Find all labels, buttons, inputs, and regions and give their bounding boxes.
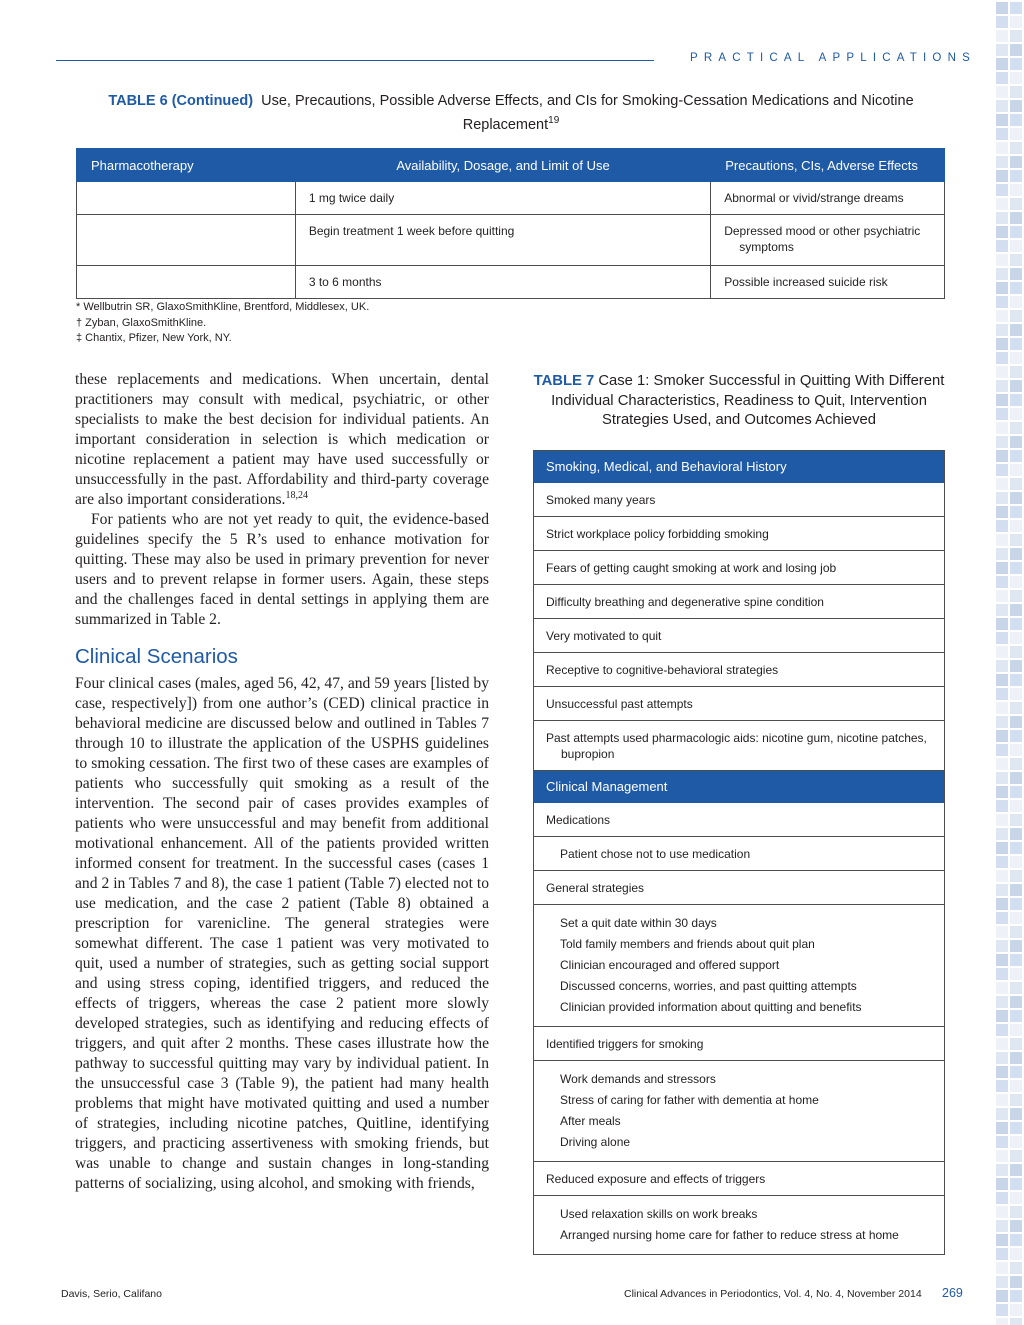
decorative-square: [996, 562, 1008, 574]
table-row: Unsuccessful past attempts: [534, 687, 944, 721]
decorative-square: [996, 478, 1008, 490]
table7-section-history: Smoking, Medical, and Behavioral History: [534, 451, 944, 483]
table6-label: TABLE 6 (Continued): [108, 93, 254, 109]
decorative-square: [996, 730, 1008, 742]
decorative-square: [996, 226, 1008, 238]
decorative-square: [996, 940, 1008, 952]
decorative-square: [996, 1248, 1008, 1260]
table-cell: Possible increased suicide risk: [711, 266, 945, 299]
decorative-square: [1010, 702, 1022, 714]
decorative-square: [996, 870, 1008, 882]
decorative-square: [996, 674, 1008, 686]
decorative-square: [1010, 464, 1022, 476]
decorative-square: [996, 1178, 1008, 1190]
decorative-square: [996, 100, 1008, 112]
decorative-square: [1010, 1066, 1022, 1078]
decorative-square: [1010, 1178, 1022, 1190]
decorative-square: [1010, 758, 1022, 770]
table-row: Medications: [534, 803, 944, 837]
decorative-square: [1010, 632, 1022, 644]
decorative-square: [996, 856, 1008, 868]
decorative-square: [1010, 1276, 1022, 1288]
decorative-square: [1010, 16, 1022, 28]
decorative-square: [1010, 968, 1022, 980]
table-cell: Begin treatment 1 week before quitting: [295, 215, 710, 266]
decorative-square: [996, 1164, 1008, 1176]
list-item: Work demands and stressors: [560, 1072, 716, 1086]
decorative-square: [1010, 380, 1022, 392]
decorative-square: [1010, 604, 1022, 616]
decorative-square: [996, 1262, 1008, 1274]
decorative-square: [996, 72, 1008, 84]
decorative-square: [996, 184, 1008, 196]
decorative-square: [996, 1052, 1008, 1064]
decorative-square: [1010, 856, 1022, 868]
list-item: Arranged nursing home care for father to reduce stress at home: [560, 1228, 899, 1242]
table6-ref: 19: [548, 115, 560, 126]
decorative-square: [996, 324, 1008, 336]
decorative-square: [1010, 436, 1022, 448]
table-cell: 1 mg twice daily: [295, 182, 710, 215]
decorative-square: [1010, 1290, 1022, 1302]
decorative-square: [1010, 716, 1022, 728]
decorative-square: [1010, 506, 1022, 518]
table7-general-items: [534, 905, 944, 1027]
decorative-square: [996, 1122, 1008, 1134]
decorative-square: [1010, 576, 1022, 588]
decorative-square: [1010, 1024, 1022, 1036]
table-row: Difficulty breathing and degenerative spine condition: [534, 585, 944, 619]
decorative-square: [1010, 1318, 1022, 1325]
decorative-square: [996, 604, 1008, 616]
list-item: Used relaxation skills on work breaks: [560, 1207, 758, 1221]
list-item: Set a quit date within 30 days: [560, 916, 717, 930]
decorative-square: [1010, 730, 1022, 742]
decorative-square: [996, 618, 1008, 630]
footnote: ‡ Chantix, Pfizer, New York, NY.: [76, 332, 232, 344]
decorative-square: [996, 268, 1008, 280]
footer-journal: Clinical Advances in Periodontics, Vol. 4, No. 4, November 2014: [624, 1288, 922, 1300]
table7-reduced-items: [534, 1196, 944, 1255]
decorative-square: [996, 492, 1008, 504]
section-label: PRACTICAL APPLICATIONS: [690, 52, 976, 64]
decorative-square: [1010, 44, 1022, 56]
table-row: Very motivated to quit: [534, 619, 944, 653]
decorative-square: [996, 884, 1008, 896]
decorative-square: [1010, 954, 1022, 966]
decorative-square: [1010, 800, 1022, 812]
decorative-square: [996, 576, 1008, 588]
decorative-square: [1010, 1136, 1022, 1148]
decorative-square: [1010, 646, 1022, 658]
decorative-square: [996, 142, 1008, 154]
decorative-square: [1010, 548, 1022, 560]
decorative-square: [996, 2, 1008, 14]
decorative-square: [1010, 1304, 1022, 1316]
paragraph-text: these replacements and medications. When uncertain, dental practitioners may consult with medical, psychiatric, or other specialists to make the best decision for individual patients. An important consideration in selection is which medication or nicotine replacement a patient may have used successfully or unsuccessfully in the past. Affordability and third-party coverage are also important considerations.: [75, 371, 489, 508]
decorative-square: [1010, 744, 1022, 756]
decorative-square: [996, 660, 1008, 672]
decorative-square: [996, 1304, 1008, 1316]
decorative-square: [1010, 2, 1022, 14]
decorative-square: [996, 758, 1008, 770]
decorative-square: [1010, 72, 1022, 84]
decorative-square: [996, 338, 1008, 350]
decorative-square: [996, 352, 1008, 364]
decorative-square: [996, 1276, 1008, 1288]
table-row: General strategies: [534, 871, 944, 905]
decorative-square: [1010, 996, 1022, 1008]
table7-label: TABLE 7: [533, 373, 595, 389]
decorative-square: [1010, 184, 1022, 196]
decorative-square: [996, 310, 1008, 322]
decorative-square: [996, 814, 1008, 826]
decorative-square: [996, 800, 1008, 812]
decorative-square: [1010, 562, 1022, 574]
decorative-square: [1010, 1164, 1022, 1176]
decorative-square: [1010, 660, 1022, 672]
citation: 18,24: [285, 489, 308, 501]
decorative-square: [1010, 1262, 1022, 1274]
decorative-square: [996, 842, 1008, 854]
page-number: 269: [942, 1286, 963, 1300]
decorative-square: [1010, 366, 1022, 378]
decorative-square: [1010, 940, 1022, 952]
table-cell: [77, 182, 296, 215]
decorative-square: [1010, 156, 1022, 168]
decorative-square: [1010, 590, 1022, 602]
decorative-square: [1010, 310, 1022, 322]
decorative-square: [996, 408, 1008, 420]
decorative-square: [996, 982, 1008, 994]
decorative-square: [996, 548, 1008, 560]
table6: [76, 148, 945, 299]
decorative-square: [996, 954, 1008, 966]
list-item: Driving alone: [560, 1135, 631, 1149]
decorative-square: [996, 170, 1008, 182]
footnote: * Wellbutrin SR, GlaxoSmithKline, Brentford, Middlesex, UK.: [76, 301, 370, 313]
decorative-square: [996, 282, 1008, 294]
decorative-square: [996, 1010, 1008, 1022]
decorative-square: [1010, 814, 1022, 826]
section-heading: Clinical Scenarios: [75, 645, 238, 668]
decorative-square: [996, 1108, 1008, 1120]
decorative-square: [1010, 408, 1022, 420]
decorative-square: [996, 828, 1008, 840]
decorative-square: [996, 702, 1008, 714]
list-item: Stress of caring for father with dementia at home: [560, 1093, 819, 1107]
table-row: Identified triggers for smoking: [534, 1027, 944, 1061]
decorative-square: [1010, 296, 1022, 308]
decorative-square: [1010, 324, 1022, 336]
decorative-square: [996, 422, 1008, 434]
table-row: Fears of getting caught smoking at work and losing job: [534, 551, 944, 585]
decorative-square: [996, 198, 1008, 210]
decorative-square: [996, 128, 1008, 140]
decorative-square: [1010, 86, 1022, 98]
decorative-square: [996, 1220, 1008, 1232]
list-item: Clinician encouraged and offered support: [560, 958, 780, 972]
decorative-square: [996, 380, 1008, 392]
decorative-square: [1010, 394, 1022, 406]
decorative-square: [996, 1066, 1008, 1078]
table-cell: Depressed mood or other psychiatric symptoms: [711, 215, 945, 266]
decorative-square: [1010, 492, 1022, 504]
table7: [533, 450, 945, 1255]
list-item: Told family members and friends about quit plan: [560, 937, 815, 951]
header-rule: [56, 60, 654, 61]
table6-title: Use, Precautions, Possible Adverse Effects, and CIs for Smoking-Cessation Medications and Nicotine Replacement: [261, 93, 914, 133]
decorative-square: [996, 968, 1008, 980]
list-item: Discussed concerns, worries, and past quitting attempts: [560, 979, 857, 993]
decorative-square: [996, 506, 1008, 518]
table6-caption: [76, 92, 946, 135]
paragraph: Four clinical cases (males, aged 56, 42, 47, and 59 years [listed by case, respectively]) from one author’s (CED) clinical practice in behavioral medicine are discussed below and outlined in Tables 7 through 10 to illustrate the application of the USPHS guidelines to smoking cessation. The first two of these cases are examples of patients who successfully quit smoking as a result of the intervention. The second pair of cases provides examples of patients who were unsuccessful and may benefit from additional motivational enhancement. All of the patients provided written informed consent for treatment. In the successful cases (cases 1 and 2 in Tables 7 and 8), the case 1 patient (Table 7) elected not to use medication, and the case 2 patient (Table 8) obtained a prescription for varenicline. The general strategies were somewhat different. The case 1 patient was very motivated to quit, used a number of strategies, such as getting social support and using stress coping, identified triggers, and reduced the effects of triggers, whereas the case 2 patient more slowly developed strategies, such as identifying and reducing effects of triggers, and quit after 2 months. These cases illustrate how the pathway to successful quitting may vary by individual patient. In the unsuccessful case 3 (Table 9), the patient had many health problems that might have motivated quitting and used a number of strategies, including nicotine patches, Quitline, identifying triggers, and practicing assertiveness with smoking friends, but was unable to change and sustain changes in long-standing patterns of socializing, using alcohol, and smoking with friends,: [75, 675, 489, 1192]
decorative-square: [996, 30, 1008, 42]
decorative-square: [1010, 478, 1022, 490]
decorative-square: [996, 86, 1008, 98]
table6-footnotes: [76, 300, 369, 347]
decorative-square: [1010, 128, 1022, 140]
decorative-square: [1010, 1122, 1022, 1134]
decorative-square: [1010, 1108, 1022, 1120]
decorative-square: [1010, 842, 1022, 854]
decorative-square: [996, 1150, 1008, 1162]
decorative-square: [996, 436, 1008, 448]
decorative-square: [996, 520, 1008, 532]
table-row: [77, 182, 945, 215]
table-row: Past attempts used pharmacologic aids: nicotine gum, nicotine patches, bupropion: [534, 721, 944, 771]
table-cell: 3 to 6 months: [295, 266, 710, 299]
decorative-square: [996, 394, 1008, 406]
decorative-square: [1010, 618, 1022, 630]
decorative-square: [996, 1136, 1008, 1148]
decorative-square: [1010, 268, 1022, 280]
table-row: Reduced exposure and effects of triggers: [534, 1162, 944, 1196]
table-row: Smoked many years: [534, 483, 944, 517]
decorative-square: [996, 1290, 1008, 1302]
table6-header-pharmacotherapy: Pharmacotherapy: [77, 149, 296, 182]
decorative-square: [996, 590, 1008, 602]
decorative-square: [996, 44, 1008, 56]
decorative-square: [996, 632, 1008, 644]
table7-caption: [533, 372, 945, 431]
decorative-square: [996, 786, 1008, 798]
decorative-grid: [996, 0, 1024, 1325]
decorative-square: [996, 1318, 1008, 1325]
decorative-square: [996, 744, 1008, 756]
table-cell: [77, 215, 296, 266]
table6-header-precautions: Precautions, CIs, Adverse Effects: [711, 149, 945, 182]
table7-title: Case 1: Smoker Successful in Quitting With Different Individual Characteristics, Readiness to Quit, Intervention Strategies Used, and Outcomes Achieved: [551, 373, 945, 428]
decorative-square: [1010, 338, 1022, 350]
decorative-square: [1010, 926, 1022, 938]
decorative-square: [1010, 1248, 1022, 1260]
decorative-square: [1010, 688, 1022, 700]
decorative-square: [1010, 1094, 1022, 1106]
table-row: Receptive to cognitive-behavioral strategies: [534, 653, 944, 687]
decorative-square: [1010, 1080, 1022, 1092]
decorative-square: [996, 450, 1008, 462]
decorative-square: [996, 926, 1008, 938]
decorative-square: [1010, 982, 1022, 994]
decorative-square: [996, 58, 1008, 70]
footnote: † Zyban, GlaxoSmithKline.: [76, 316, 207, 329]
decorative-square: [996, 1234, 1008, 1246]
decorative-square: [996, 1192, 1008, 1204]
decorative-square: [996, 912, 1008, 924]
decorative-square: [1010, 198, 1022, 210]
decorative-square: [1010, 520, 1022, 532]
decorative-square: [1010, 170, 1022, 182]
decorative-square: [1010, 212, 1022, 224]
decorative-square: [1010, 828, 1022, 840]
decorative-square: [996, 688, 1008, 700]
decorative-square: [996, 716, 1008, 728]
decorative-square: [1010, 1150, 1022, 1162]
decorative-square: [1010, 884, 1022, 896]
decorative-square: [1010, 674, 1022, 686]
table-row: [77, 215, 945, 266]
body-column: [75, 370, 489, 1194]
decorative-square: [1010, 1234, 1022, 1246]
table6-header-row: [77, 149, 945, 182]
decorative-square: [1010, 1192, 1022, 1204]
decorative-square: [1010, 352, 1022, 364]
decorative-square: [996, 1206, 1008, 1218]
decorative-square: [996, 772, 1008, 784]
decorative-square: [1010, 422, 1022, 434]
decorative-square: [996, 1080, 1008, 1092]
table-row: [77, 266, 945, 299]
footer-authors: Davis, Serio, Califano: [61, 1288, 162, 1300]
decorative-square: [1010, 1220, 1022, 1232]
paragraph: [75, 370, 489, 510]
table7-trigger-items: [534, 1061, 944, 1162]
decorative-square: [1010, 240, 1022, 252]
decorative-square: [996, 240, 1008, 252]
decorative-square: [1010, 30, 1022, 42]
table6-header-dosage: Availability, Dosage, and Limit of Use: [295, 149, 710, 182]
decorative-square: [1010, 282, 1022, 294]
decorative-square: [1010, 1052, 1022, 1064]
decorative-square: [1010, 226, 1022, 238]
paragraph: For patients who are not yet ready to quit, the evidence-based guidelines specify the 5 R’s used to enhance motivation for quitting. These may also be used in primary prevention for never users and to prevent relapse in former users. Again, these steps and the challenges faced in dental settings in applying them are summarized in Table 2.: [75, 511, 489, 628]
table-row: Strict workplace policy forbidding smoking: [534, 517, 944, 551]
decorative-square: [1010, 58, 1022, 70]
decorative-square: [1010, 912, 1022, 924]
decorative-square: [1010, 100, 1022, 112]
decorative-square: [1010, 870, 1022, 882]
decorative-square: [996, 156, 1008, 168]
decorative-square: [996, 1038, 1008, 1050]
decorative-square: [1010, 114, 1022, 126]
decorative-square: [996, 996, 1008, 1008]
list-item: Clinician provided information about quitting and benefits: [560, 1000, 862, 1014]
decorative-square: [996, 534, 1008, 546]
decorative-square: [996, 254, 1008, 266]
decorative-square: [996, 1094, 1008, 1106]
decorative-square: [996, 366, 1008, 378]
decorative-square: [1010, 898, 1022, 910]
decorative-square: [996, 898, 1008, 910]
list-item: After meals: [560, 1114, 621, 1128]
decorative-square: [996, 16, 1008, 28]
decorative-square: [1010, 1206, 1022, 1218]
decorative-square: [996, 296, 1008, 308]
table7-section-management: Clinical Management: [534, 771, 944, 803]
decorative-square: [1010, 1038, 1022, 1050]
decorative-square: [1010, 772, 1022, 784]
table-cell: [77, 266, 296, 299]
decorative-square: [996, 1024, 1008, 1036]
decorative-square: [1010, 786, 1022, 798]
decorative-square: [1010, 450, 1022, 462]
table-row: Patient chose not to use medication: [534, 837, 944, 871]
decorative-square: [996, 464, 1008, 476]
decorative-square: [1010, 534, 1022, 546]
decorative-square: [996, 646, 1008, 658]
decorative-square: [1010, 254, 1022, 266]
decorative-square: [1010, 142, 1022, 154]
decorative-square: [1010, 1010, 1022, 1022]
table-cell: Abnormal or vivid/strange dreams: [711, 182, 945, 215]
decorative-square: [996, 212, 1008, 224]
decorative-square: [996, 114, 1008, 126]
